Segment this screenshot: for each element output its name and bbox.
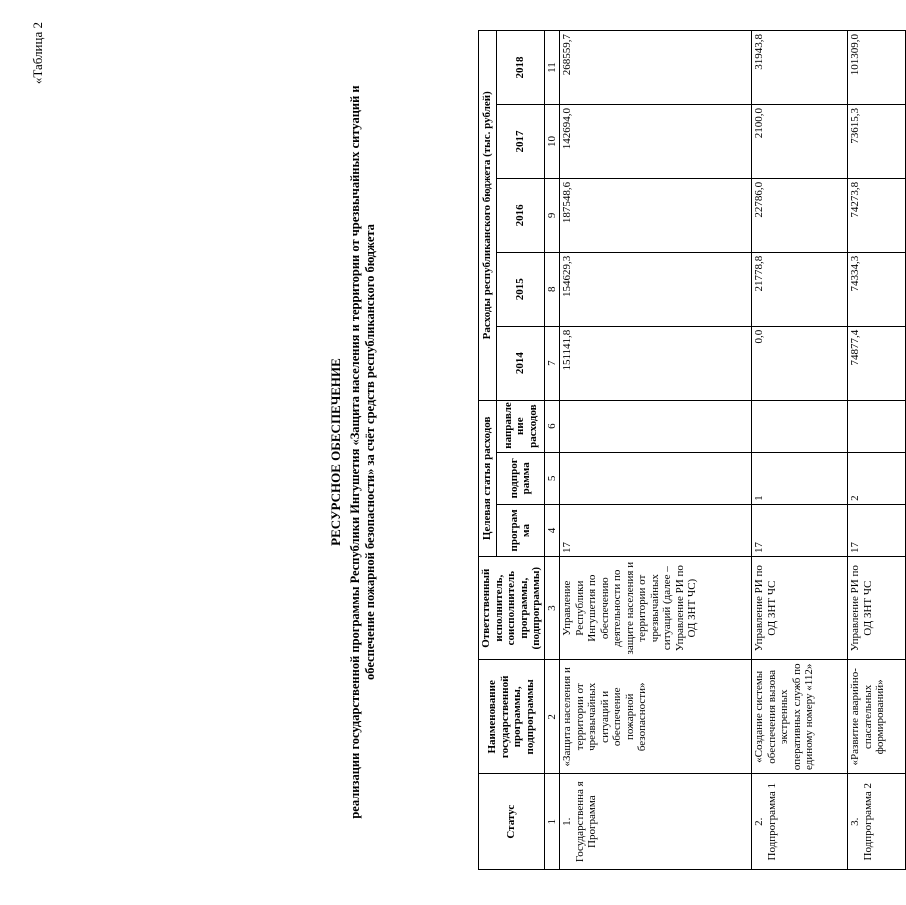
subprogram-cell: 2 (848, 452, 906, 504)
table-row (848, 31, 906, 870)
column-number: 11 (544, 31, 560, 105)
program-cell: 17 (848, 504, 906, 556)
value-cell: 22786,0 (752, 178, 848, 252)
value-cell: 31943,8 (752, 31, 848, 105)
name-cell: «Создание системы обеспечения вызова экстренных оперативных служб по единому номеру «112» (752, 660, 848, 774)
value-cell: 74273,8 (848, 178, 906, 252)
value-cell: 151141,8 (560, 326, 752, 400)
value-cell: 187548,6 (560, 178, 752, 252)
value-cell: 21778,8 (752, 252, 848, 326)
value-cell: 154629,3 (560, 252, 752, 326)
status-cell (752, 774, 848, 870)
status-cell (848, 774, 906, 870)
document-title: РЕСУРСНОЕ ОБЕСПЕЧЕНИЕ (328, 358, 343, 546)
value-cell: 268559,7 (560, 31, 752, 105)
column-numbers-row (544, 31, 560, 870)
row-number: 3. (849, 817, 861, 826)
header-year: 2014 (497, 326, 544, 400)
table-row (752, 31, 848, 870)
responsible-cell: Управление Республики Ингушетия по обеспечению деятельности по защите населения и территории от чрезвычайных ситуаций (далее – Управление РИ по ОД ЗНТ ЧС) (560, 557, 752, 660)
column-number: 8 (544, 252, 560, 326)
program-cell: 17 (752, 504, 848, 556)
direction-cell (752, 400, 848, 452)
column-number: 3 (544, 557, 560, 660)
column-number: 1 (544, 774, 560, 870)
value-cell: 74334,3 (848, 252, 906, 326)
direction-cell (560, 400, 752, 452)
row-number: 1. (561, 817, 573, 826)
program-cell: 17 (560, 504, 752, 556)
resource-table (478, 30, 906, 870)
header-responsible: Ответственный исполнитель, соисполнитель программы, (подпрограммы) (479, 557, 545, 660)
responsible-cell: Управление РИ по ОД ЗНТ ЧС (848, 557, 906, 660)
value-cell: 101309,0 (848, 31, 906, 105)
name-cell: «Развитие аварийно-спасательных формирований» (848, 660, 906, 774)
header-status: Статус (479, 774, 545, 870)
table-label: «Таблица 2 (30, 22, 45, 85)
column-number: 2 (544, 660, 560, 774)
value-cell: 74877,4 (848, 326, 906, 400)
column-number: 4 (544, 504, 560, 556)
row-status: Подпрограмма 1 (765, 782, 778, 861)
subprogram-cell: 1 (752, 452, 848, 504)
column-number: 10 (544, 105, 560, 179)
column-number: 6 (544, 400, 560, 452)
column-number: 5 (544, 452, 560, 504)
header-subprogram: подпрог рамма (497, 452, 544, 504)
row-number: 2. (753, 817, 765, 826)
value-cell: 2100,0 (752, 105, 848, 179)
name-cell: «Защита населения и территории от чрезвычайных ситуаций и обеспечение пожарной безопасности» (560, 660, 752, 774)
rotated-page (20, 22, 886, 882)
header-year: 2018 (497, 31, 544, 105)
subprogram-cell (560, 452, 752, 504)
column-number: 9 (544, 178, 560, 252)
header-row-1 (479, 31, 497, 870)
header-expenses: Расходы республиканского бюджета (тыс. рублей) (479, 31, 497, 401)
direction-cell (848, 400, 906, 452)
column-number: 7 (544, 326, 560, 400)
header-program: програм ма (497, 504, 544, 556)
row-status: Подпрограмма 2 (861, 782, 874, 861)
value-cell: 142694,0 (560, 105, 752, 179)
header-name: Наименование государственной программы, подпрограммы (479, 660, 545, 774)
value-cell: 0,0 (752, 326, 848, 400)
status-cell (560, 774, 752, 870)
responsible-cell: Управление РИ по ОД ЗНТ ЧС (752, 557, 848, 660)
header-direction: направле ние расходов (497, 400, 544, 452)
header-target: Целевая статья расходов (479, 400, 497, 556)
header-year: 2017 (497, 105, 544, 179)
row-status: Государственна я Программа (573, 781, 598, 863)
document-subtitle: реализации государственной программы Республики Ингушетия «Защита населения и территории от чрезвычайных ситуаций и обеспечение пожарной безопасности» за счёт средств республиканского бюджета (348, 85, 377, 819)
header-year: 2015 (497, 252, 544, 326)
table-row (560, 31, 752, 870)
header-year: 2016 (497, 178, 544, 252)
value-cell: 73615,3 (848, 105, 906, 179)
